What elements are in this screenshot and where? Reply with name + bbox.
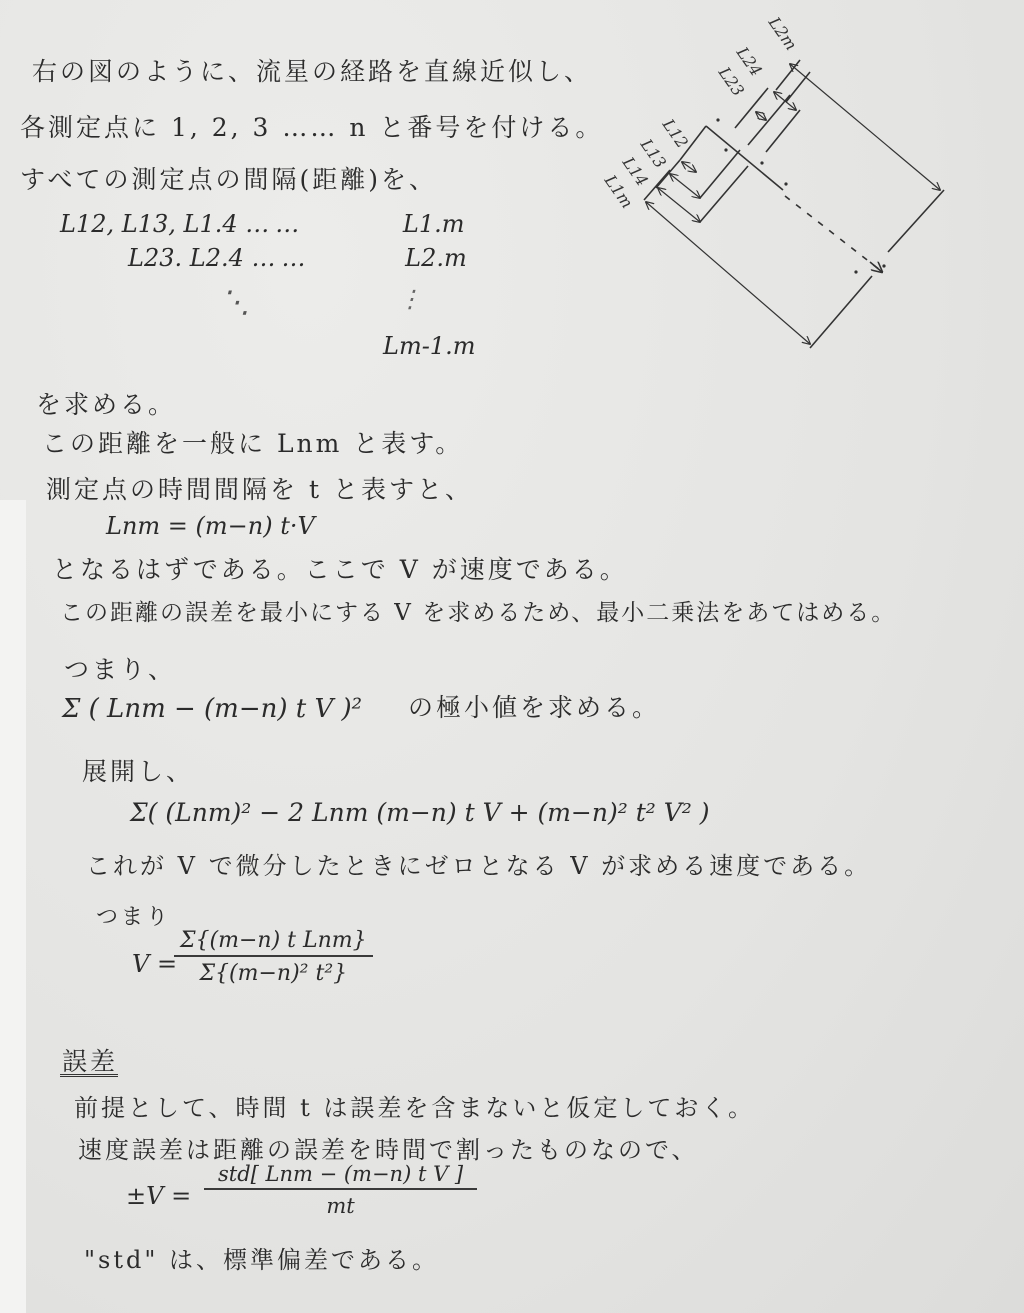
para1-line-4: となるはずである。ここで V が速度である。 bbox=[52, 555, 628, 584]
diagonal-dots: ⋱ bbox=[220, 285, 250, 320]
para1-line-5: この距離の誤差を最小にする V を求めるため、最小二乗法をあてはめる。 bbox=[60, 600, 897, 626]
label-l2m: L2m bbox=[764, 13, 801, 54]
error-heading: 誤差 bbox=[62, 1047, 119, 1076]
intro-line-2: 各測定点に 1, 2, 3 …… n と番号を付ける。 bbox=[20, 113, 604, 142]
distance-row-1: L12, L13, L1.4 …… L1.m bbox=[60, 210, 465, 238]
label-l13: L13 bbox=[636, 135, 671, 172]
para1-line-1: を求める。 bbox=[36, 390, 177, 419]
ls-expression: Σ ( Lnm − (m−n) t V )² bbox=[62, 694, 363, 724]
intro-line-1: 右の図のように、流星の経路を直線近似し、 bbox=[32, 57, 593, 86]
para1-line-2: この距離を一般に Lnm と表す。 bbox=[42, 429, 464, 458]
distance-l12: L12 bbox=[60, 210, 107, 238]
ellipsis: …… bbox=[245, 210, 306, 238]
error-line-1: 前提として、時間 t は誤差を含まないと仮定しておく。 bbox=[74, 1094, 755, 1122]
label-l1m: L1m bbox=[600, 171, 637, 212]
error-heading-underline bbox=[60, 1074, 118, 1077]
distance-l23: L23 bbox=[128, 244, 175, 272]
equation-lnm: Lnm = (m−n) t·V bbox=[106, 512, 315, 540]
meteor-path-diagram bbox=[600, 0, 980, 380]
label-l24: L24 bbox=[732, 43, 767, 80]
error-line-2: 速度誤差は距離の誤差を時間で割ったものなので、 bbox=[78, 1136, 699, 1164]
intro-line-3: すべての測定点の間隔(距離)を、 bbox=[20, 165, 438, 194]
ls-expression-suffix: の極小値を求める。 bbox=[408, 693, 661, 722]
ellipsis: …… bbox=[251, 244, 312, 272]
error-footnote: "std" は、標準偏差である。 bbox=[84, 1246, 440, 1274]
distance-l14: L1.4 bbox=[183, 210, 238, 238]
v-fraction bbox=[174, 928, 373, 986]
ls-differentiate: これが V で微分したときにゼロとなる V が求める速度である。 bbox=[86, 852, 872, 880]
error-denominator: mt bbox=[326, 1194, 355, 1218]
para1-line-3: 測定点の時間間隔を t と表すと、 bbox=[46, 475, 473, 504]
paper-edge bbox=[0, 500, 26, 1313]
v-numerator: Σ{(m−n) t Lnm} bbox=[174, 928, 373, 957]
distance-row-2: L23. L2.4 …… L2.m bbox=[128, 244, 467, 272]
error-numerator: std[ Lnm − (m−n) t V ] bbox=[204, 1162, 477, 1190]
error-lhs: ±V = bbox=[126, 1182, 192, 1210]
label-l14: L14 bbox=[618, 153, 653, 190]
distance-l24: L2.4 bbox=[189, 244, 244, 272]
ls-expanded: Σ( (Lnm)² − 2 Lnm (m−n) t V + (m−n)² t² V² ) bbox=[130, 798, 710, 827]
distance-l1m: L1.m bbox=[402, 210, 465, 238]
vertical-dots: ⋮ bbox=[398, 285, 422, 313]
v-denominator: Σ{(m−n)² t²} bbox=[199, 961, 348, 986]
error-fraction bbox=[204, 1162, 477, 1218]
ls-therefore: つまり bbox=[96, 905, 172, 930]
label-l12: L12 bbox=[658, 115, 693, 152]
distance-lm-1m: Lm-1.m bbox=[383, 332, 476, 360]
distance-l2m: L2.m bbox=[405, 244, 467, 272]
v-lhs: V = bbox=[132, 950, 178, 978]
distance-l13: L13 bbox=[121, 210, 169, 238]
ls-expand-label: 展開し、 bbox=[82, 757, 195, 786]
ls-intro: つまり、 bbox=[64, 655, 177, 684]
label-l23: L23 bbox=[714, 63, 749, 100]
